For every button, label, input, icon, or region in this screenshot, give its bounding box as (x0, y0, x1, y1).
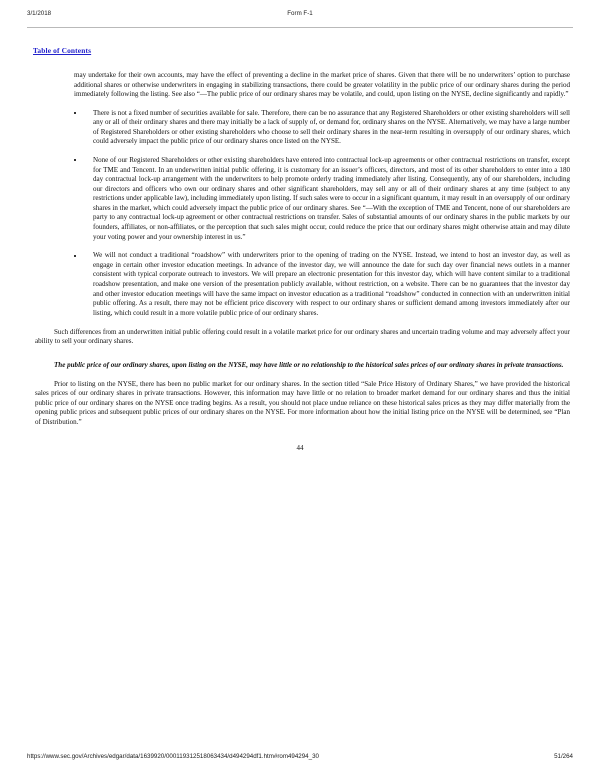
document-body (0, 40, 600, 452)
list-item (74, 156, 570, 242)
print-header-date: 3/1/2018 (27, 10, 52, 17)
risk-factor-subheading: The public price of our ordinary shares, upon listing on the NYSE, may have little or no relationship to the historical sales prices of our ordinary shares in private transactions. (54, 360, 564, 369)
bullet-marker-icon (74, 112, 76, 114)
list-item (74, 251, 570, 318)
closing-paragraph: Such differences from an underwritten initial public offering could result in a volatile market price for our ordinary shares and uncertain trading volume and may adversely affect your ability to sell your ordinary shares. (35, 327, 570, 346)
print-footer-page-counter: 51/264 (554, 753, 573, 760)
page-number: 44 (296, 443, 304, 452)
print-footer-url: https://www.sec.gov/Archives/edgar/data/1639920/000119312518063434/d494294df1.htm#rom494294_30 (27, 753, 319, 760)
bullet-marker-icon (74, 255, 76, 257)
prospectus-content (0, 71, 600, 318)
print-header (0, 10, 600, 24)
final-paragraph: Prior to listing on the NYSE, there has been no public market for our ordinary shares. In the section titled “Sale Price History of Ordinary Shares,” we have provided the historical sales prices of our ordinary shares in private transactions. However, this information may have little or no relation to broader market demand for our ordinary shares and thus the initial public price of our ordinary shares on the NYSE once trading begins. As a result, you should not place undue reliance on these historical sales prices as they may differ materially from the opening public prices and subsequent public prices of our ordinary shares on the NYSE. For more information about how the initial listing price on the NYSE will be determined, see “Plan of Distribution.” (35, 379, 570, 426)
risk-factor-bullet-list (74, 109, 570, 318)
closing-section (0, 328, 600, 428)
list-item-text: There is not a fixed number of securities available for sale. Therefore, there can be no assurance that any Registered Shareholders or other existing shareholders will sell any or all of their ordinary shares and there may initially be a lack of supply of, or demand for, ordinary shares on the NYSE. Alternatively, we may have a large number of Registered Shareholders or other existing shareholders who choose to sell their ordinary shares in the near-term resulting in oversupply of our ordinary shares, which could adversely impact the public price of our ordinary shares once listed on the NYSE. (93, 108, 570, 146)
list-item-text: We will not conduct a traditional “roadshow” with underwriters prior to the opening of trading on the NYSE. Instead, we intend to host an investor day, as well as engage in certain other investor education meetings. In advance of the investor day, we will announce the date for such day over financial news outlets in a manner consistent with typical corporate outreach to investors. We will prepare an electronic presentation for this investor day, which will have content similar to a traditional roadshow presentation, and make one version of the presentation publicly available, without restriction, on a website. There can be no guarantees that the investor day and other investor education meetings will have the same impact on investor education as a traditional “roadshow” conducted in connection with an underwritten initial public offering. As a result, there may not be efficient price discovery with respect to our ordinary shares or sufficient demand among investors immediately after our listing, which could result in a more volatile public price of our ordinary shares. (93, 251, 570, 317)
lead-paragraph: may undertake for their own accounts, may have the effect of preventing a decline in the market price of shares. Given that there will be no underwriters’ option to purchase additional shares or otherwise underwriters in engaging in stabilizing transactions, there could be greater volatility in the public price of our ordinary shares during the period immediately following the listing. See also “—The public price of our ordinary shares may be volatile, and could, upon listing on the NYSE, decline significantly and rapidly.” (74, 71, 570, 99)
bullet-marker-icon (74, 159, 76, 161)
header-divider (27, 27, 573, 28)
table-of-contents-link[interactable]: Table of Contents (33, 46, 92, 55)
print-footer (0, 753, 600, 767)
print-header-title: Form F-1 (287, 10, 313, 17)
list-item (74, 109, 570, 147)
list-item-text: None of our Registered Shareholders or other existing shareholders have entered into contractual lock-up agreements or other contractual restrictions on transfer, except for TME and Tencent. In an underwritten initial public offering, it is customary for an issuer’s officers, directors, and most of its other shareholders to enter into a 180 day contractual lock-up arrangement with the underwriters to help promote orderly trading immediately after listing. Consequently, any of our shareholders, including our directors and officers who own our ordinary shares and other significant shareholders, may sell any or all of their ordinary shares at any time (subject to any restrictions under applicable law), including immediately upon listing. If such sales were to occur in a significant quantum, it may result in an oversupply of our ordinary shares in the market, which could adversely impact the public price of our ordinary shares. See “—With the exception of TME and Tencent, none of our shareholders are party to any contractual lock-up agreement or other contractual restrictions on transfer. Sales of substantial amounts of our ordinary shares in the public markets by our founders, affiliates, or non-affiliates, or the perception that such sales might occur, could reduce the price that our ordinary shares might otherwise attain and may dilute your voting power and your ownership interest in us.” (93, 156, 570, 241)
